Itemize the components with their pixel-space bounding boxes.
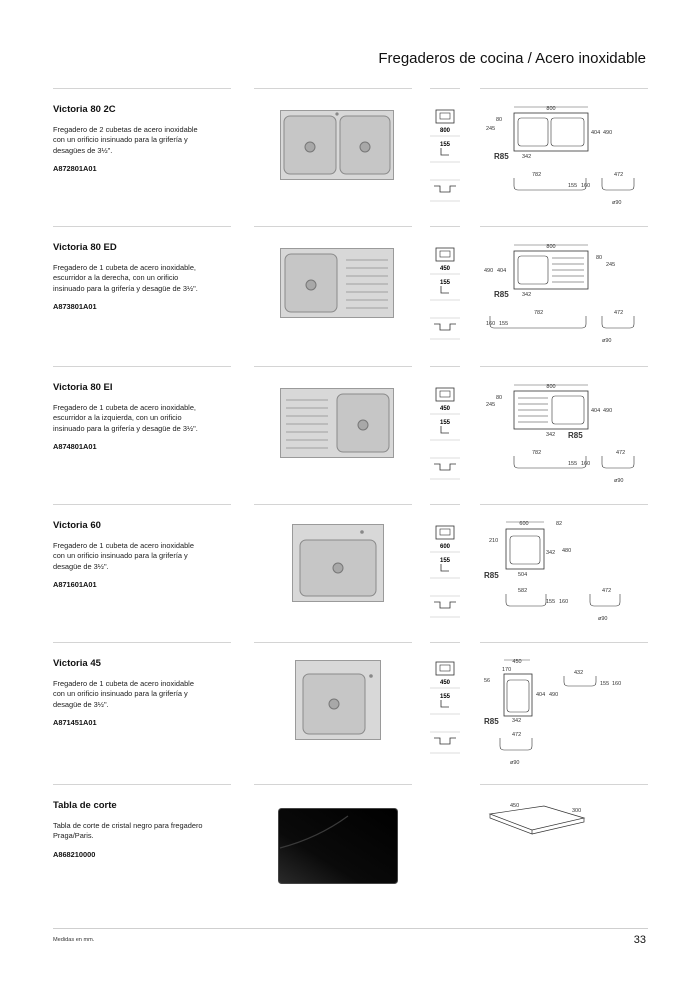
- icon-size-label: 450: [439, 406, 451, 412]
- product-description: Fregadero de 1 cubeta de acero inoxidable, escurridor a la izquierda, con un orificio insinuado para la grifería y desagüe de 3½".: [53, 403, 198, 433]
- svg-text:490: 490: [603, 408, 613, 414]
- product-code: A868210000: [53, 849, 96, 859]
- technical-drawing: [484, 656, 644, 766]
- section-divider: [53, 226, 231, 227]
- svg-text:342: 342: [546, 550, 556, 556]
- svg-text:R85: R85: [568, 431, 583, 440]
- svg-text:450: 450: [510, 803, 520, 809]
- section-divider: [254, 784, 412, 785]
- svg-text:472: 472: [614, 310, 624, 316]
- svg-text:582: 582: [518, 588, 528, 594]
- svg-text:800: 800: [546, 244, 556, 250]
- section-divider: [430, 366, 460, 367]
- svg-text:245: 245: [606, 262, 616, 268]
- product-victoria-80-ei: [53, 382, 243, 452]
- product-code: A873801A01: [53, 301, 97, 311]
- svg-text:245: 245: [486, 402, 496, 408]
- svg-text:80: 80: [496, 117, 503, 123]
- technical-drawing: [484, 518, 644, 622]
- svg-text:ø90: ø90: [612, 200, 622, 206]
- svg-text:800: 800: [546, 106, 556, 112]
- section-divider: [480, 226, 648, 227]
- icon-size-label: 600: [439, 544, 451, 550]
- svg-text:490: 490: [549, 692, 559, 698]
- product-photo: [295, 660, 381, 740]
- svg-text:472: 472: [614, 172, 624, 178]
- product-name: Tabla de corte: [53, 800, 117, 811]
- section-divider: [254, 504, 412, 505]
- page-number: 33: [633, 934, 646, 946]
- product-name: Victoria 45: [53, 658, 101, 669]
- svg-text:210: 210: [489, 538, 499, 544]
- section-divider: [254, 642, 412, 643]
- svg-text:82: 82: [556, 521, 563, 527]
- svg-text:ø90: ø90: [510, 760, 520, 766]
- svg-text:342: 342: [512, 718, 522, 724]
- section-divider: [480, 366, 648, 367]
- svg-text:490: 490: [603, 130, 613, 136]
- svg-text:342: 342: [522, 292, 532, 298]
- product-photo: [280, 110, 394, 180]
- svg-text:160: 160: [581, 183, 591, 189]
- svg-text:404: 404: [591, 130, 601, 136]
- svg-text:432: 432: [574, 670, 584, 676]
- section-divider: [53, 504, 231, 505]
- section-divider: [254, 366, 412, 367]
- product-icons: [430, 660, 460, 755]
- section-divider: [254, 88, 412, 89]
- technical-drawing: [484, 800, 594, 850]
- svg-text:160: 160: [612, 681, 622, 687]
- product-description: Fregadero de 1 cubeta de acero inoxidable con un orificio insinuado para la grifería y desagüe de 3½".: [53, 679, 194, 709]
- svg-text:R85: R85: [484, 571, 499, 580]
- svg-text:ø90: ø90: [614, 478, 624, 484]
- product-photo: [278, 808, 398, 884]
- svg-text:300: 300: [572, 808, 582, 814]
- section-divider: [53, 784, 231, 785]
- svg-text:800: 800: [546, 384, 556, 390]
- icon-depth-label: 155: [439, 142, 451, 148]
- product-description: Fregadero de 1 cubeta de acero inoxidable, escurridor a la derecha, con un orificio insinuado para la grifería y desagüe de 3½".: [53, 263, 198, 293]
- section-divider: [480, 504, 648, 505]
- product-victoria-80-ed: [53, 242, 243, 312]
- section-divider: [430, 88, 460, 89]
- product-description: Tabla de corte de cristal negro para fregadero Praga/Paris.: [53, 821, 203, 841]
- svg-text:160: 160: [486, 321, 496, 327]
- svg-text:404: 404: [591, 408, 601, 414]
- footer-divider: [53, 928, 648, 929]
- product-description: Fregadero de 1 cubeta de acero inoxidable con un orificio insinuado para la grifería y desagüe de 3½".: [53, 541, 194, 571]
- section-divider: [53, 642, 231, 643]
- icon-depth-label: 155: [439, 558, 451, 564]
- svg-text:155: 155: [546, 599, 556, 605]
- product-tabla-de-corte: [53, 800, 243, 860]
- technical-drawing: [484, 104, 644, 208]
- svg-text:160: 160: [559, 599, 569, 605]
- svg-text:155: 155: [568, 461, 578, 467]
- section-divider: [53, 366, 231, 367]
- product-name: Victoria 60: [53, 520, 101, 531]
- product-code: A871601A01: [53, 579, 97, 589]
- svg-text:160: 160: [581, 461, 591, 467]
- product-code: A871451A01: [53, 717, 97, 727]
- svg-text:782: 782: [534, 310, 544, 316]
- product-icons: [430, 386, 460, 481]
- product-icons: [430, 108, 460, 203]
- svg-text:R85: R85: [484, 717, 499, 726]
- section-divider: [53, 88, 231, 89]
- section-divider: [480, 642, 648, 643]
- product-photo: [280, 388, 394, 458]
- svg-text:782: 782: [532, 450, 542, 456]
- svg-text:504: 504: [518, 572, 528, 578]
- svg-text:404: 404: [536, 692, 546, 698]
- technical-drawing: [484, 382, 644, 486]
- svg-text:404: 404: [497, 268, 507, 274]
- product-icons: [430, 524, 460, 619]
- svg-text:80: 80: [596, 255, 603, 261]
- svg-text:472: 472: [616, 450, 626, 456]
- svg-text:155: 155: [499, 321, 509, 327]
- svg-text:155: 155: [600, 681, 610, 687]
- svg-text:ø90: ø90: [598, 616, 608, 622]
- svg-text:450: 450: [512, 659, 522, 665]
- product-icons: [430, 246, 460, 341]
- svg-text:342: 342: [522, 154, 532, 160]
- svg-text:R85: R85: [494, 290, 509, 299]
- product-victoria-60: [53, 520, 243, 590]
- product-name: Victoria 80 EI: [53, 382, 113, 393]
- footer-note: Medidas en mm.: [53, 937, 95, 943]
- svg-text:782: 782: [532, 172, 542, 178]
- svg-text:80: 80: [496, 395, 503, 401]
- product-code: A874801A01: [53, 441, 97, 451]
- svg-text:170: 170: [502, 667, 512, 673]
- section-divider: [254, 226, 412, 227]
- icon-size-label: 450: [439, 680, 451, 686]
- product-code: A872801A01: [53, 163, 97, 173]
- svg-text:480: 480: [562, 548, 572, 554]
- product-victoria-80-2c: [53, 104, 243, 174]
- product-description: Fregadero de 2 cubetas de acero inoxidable con un orificio insinuado para la grifería y desagües de 3½".: [53, 125, 198, 155]
- product-name: Victoria 80 ED: [53, 242, 117, 253]
- section-divider: [480, 88, 648, 89]
- icon-depth-label: 155: [439, 420, 451, 426]
- svg-text:600: 600: [519, 521, 529, 527]
- svg-text:R85: R85: [494, 152, 509, 161]
- svg-text:56: 56: [484, 678, 491, 684]
- icon-size-label: 450: [439, 266, 451, 272]
- svg-text:ø90: ø90: [602, 338, 612, 344]
- svg-text:490: 490: [484, 268, 494, 274]
- icon-size-label: 800: [439, 128, 451, 134]
- section-divider: [430, 504, 460, 505]
- section-divider: [430, 642, 460, 643]
- svg-text:245: 245: [486, 126, 496, 132]
- svg-text:472: 472: [602, 588, 612, 594]
- section-divider: [480, 784, 648, 785]
- svg-text:472: 472: [512, 732, 522, 738]
- page-title: Fregaderos de cocina / Acero inoxidable: [378, 50, 646, 67]
- product-name: Victoria 80 2C: [53, 104, 116, 115]
- svg-text:155: 155: [568, 183, 578, 189]
- section-divider: [430, 226, 460, 227]
- product-photo: [280, 248, 394, 318]
- svg-text:342: 342: [546, 432, 556, 438]
- technical-drawing: [484, 242, 644, 346]
- product-victoria-45: [53, 658, 243, 728]
- icon-depth-label: 155: [439, 280, 451, 286]
- icon-depth-label: 155: [439, 694, 451, 700]
- product-photo: [292, 524, 384, 602]
